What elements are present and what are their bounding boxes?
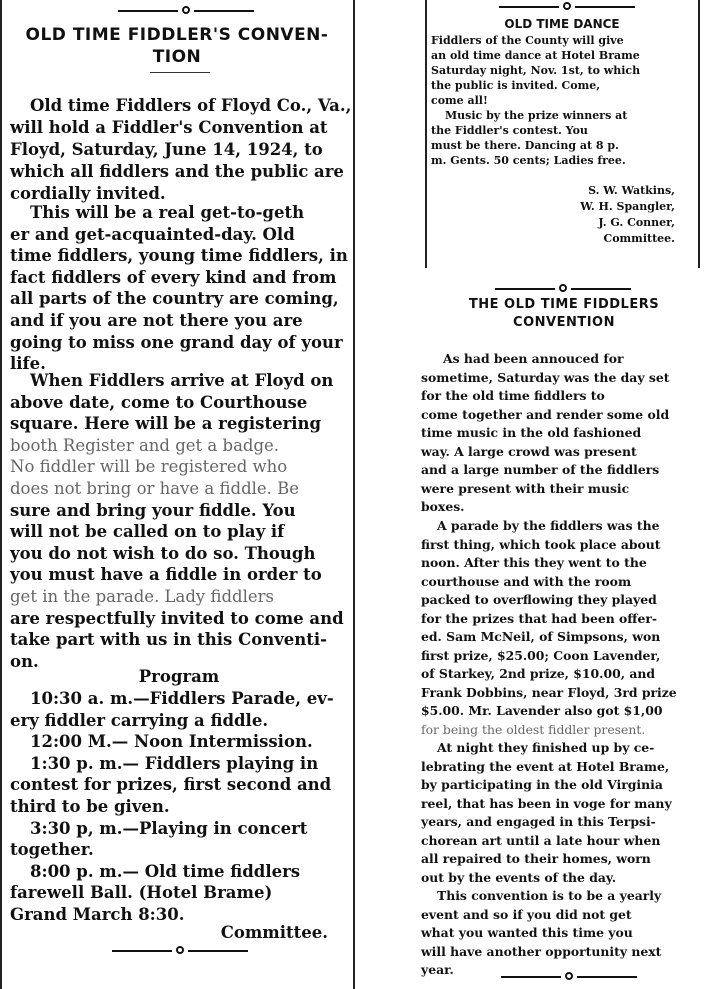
announcement-paragraph-3: When Fiddlers arrive at Floyd on above date, come to Courthouse square. Here will be a registering booth Register and get a badge. No fiddler will be registered who does not bring or have a fiddle. Be sure and bring your fiddle. You will not be called on to play if you do not wish to do so. Though you must have a fiddle in order to get in the parade. Lady fiddlers are respectfully invited to come and take part with us in this Conventi- on.	[10, 371, 344, 671]
convention-report-title: THE OLD TIME FIDDLERS CONVENTION	[468, 297, 660, 330]
dance-box-right-rule	[698, 0, 700, 268]
top-ornament-rule	[118, 6, 254, 16]
convention-report-paragraph-1: As had been annouced for sometime, Saturday was the day set for the old time fiddlers to come together and render some old time music in the old fashioned way. A large crowd was present and a large number of the fiddlers were present with their music boxes.	[421, 351, 670, 514]
convention-report-paragraph-3: At night they finished up by ce- lebrating the event at Hotel Brame, by participating in the old Virginia reel, that has been in voge for many years, and engaged in this Terpsi- chorean art until a late hour when all repaired to their homes, worn out by the events of the day.	[421, 740, 672, 885]
convention-top-ornament	[495, 284, 631, 294]
program-schedule: 10:30 a. m.—Fiddlers Parade, ev- ery fiddler carrying a fiddle. 12:00 M.— Noon Intermission. 1:30 p. m.— Fiddlers playing in contest for prizes, first second and third to be given. 3:30 p, m.—Playing in concert together. 8:00 p. m.— Old time fiddlers farewell Ball. (Hotel Brame) Grand March 8:30.	[10, 689, 334, 924]
convention-bottom-ornament	[501, 972, 637, 982]
program-heading: Program	[138, 667, 220, 686]
bottom-ornament-rule	[112, 946, 248, 956]
convention-report-paragraph-2: A parade by the fiddlers was the first thing, which took place about noon. After this they went to the courthouse and with the room packed to overflowing they played for the prizes that had been offer- ed. Sam McNeil, of Simpsons, won first prize, $25.00; Coon Lavender, of Starkey, 2nd prize, $10.00, and Frank Dobbins, near Floyd, 3rd prize $5.00. Mr. Lavender also got $1,00 for being the oldest fiddler present.	[421, 518, 677, 737]
announcement-paragraph-1: Old time Fiddlers of Floyd Co., Va., will hold a Fiddler's Convention at Floyd, Saturday, June 14, 1924, to which all fiddlers and the public are cordially invited.	[10, 96, 352, 203]
convention-announcement-title: OLD TIME FIDDLER'S CONVEN- TION	[25, 25, 329, 67]
left-column-divider	[353, 0, 355, 989]
announcement-paragraph-2: This will be a real get-to-geth er and get-acquainted-day. Old time fiddlers, young time fiddlers, in fact fiddlers of every kind and from all parts of the country are coming, and if you are not there you are going to miss one grand day of your life.	[10, 203, 348, 374]
left-border-rule	[0, 0, 2, 989]
dance-title: OLD TIME DANCE	[504, 17, 620, 31]
announcement-signature: Committee.	[220, 923, 328, 942]
right-column	[415, 0, 720, 989]
dance-box-left-rule	[425, 0, 427, 268]
convention-report-paragraph-4: This convention is to be a yearly event and so if you did not get what you wanted this time you will have another opportunity next year.	[421, 888, 662, 977]
dance-top-ornament	[499, 2, 635, 12]
dance-committee-signers: S. W. Watkins, W. H. Spangler, J. G. Conner, Committee.	[580, 184, 675, 245]
title-underline	[150, 72, 210, 73]
left-column	[0, 0, 357, 989]
dance-announcement: Fiddlers of the County will give an old time dance at Hotel Brame Saturday night, Nov. 1st, to which the public is invited. Come, come all! Music by the prize winners at the Fiddler's contest. You must be there. Dancing at 8 p. m. Gents. 50 cents; Ladies free.	[431, 34, 641, 167]
